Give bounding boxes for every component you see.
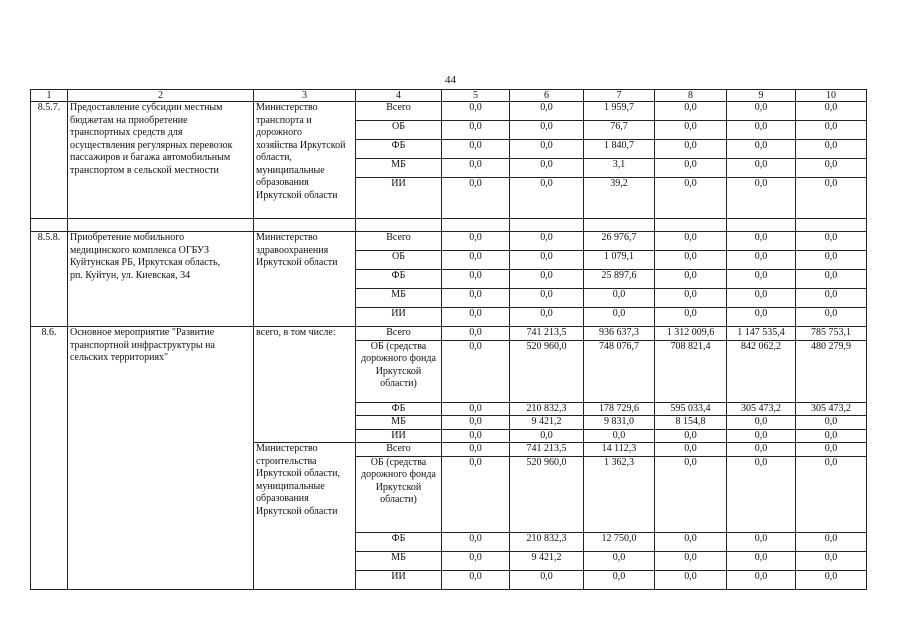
value-cell: 0,0 <box>796 416 867 430</box>
value-cell: 0,0 <box>727 532 796 551</box>
value-cell: 25 897,6 <box>584 270 655 289</box>
value-cell: 0,0 <box>727 456 796 532</box>
value-cell: 0,0 <box>442 159 510 178</box>
value-cell: 210 832,3 <box>510 532 584 551</box>
value-cell: 9 831,0 <box>584 416 655 430</box>
item-code: 8.6. <box>31 327 68 590</box>
value-cell: 936 637,3 <box>584 327 655 341</box>
source-label: ФБ <box>356 532 442 551</box>
value-cell: 0,0 <box>442 443 510 457</box>
source-label: МБ <box>356 159 442 178</box>
value-cell: 0,0 <box>655 456 727 532</box>
item-name: Предоставление субсидии местным бюджетам на приобретение транспортных средств для осуществления регулярных перевозок пассажиров и багажа автомобильным транспортом в сельской местности <box>68 102 254 219</box>
value-cell: 0,0 <box>510 570 584 589</box>
value-cell: 480 279,9 <box>796 340 867 402</box>
value-cell: 0,0 <box>584 429 655 443</box>
value-cell: 0,0 <box>796 456 867 532</box>
value-cell: 76,7 <box>584 121 655 140</box>
value-cell: 0,0 <box>727 178 796 219</box>
value-cell: 741 213,5 <box>510 327 584 341</box>
table-row <box>31 102 867 121</box>
item-code: 8.5.8. <box>31 232 68 327</box>
value-cell: 0,0 <box>442 416 510 430</box>
value-cell: 0,0 <box>655 121 727 140</box>
value-cell: 0,0 <box>727 270 796 289</box>
source-label: Всего <box>356 327 442 341</box>
value-cell: 9 421,2 <box>510 551 584 570</box>
value-cell: 1 147 535,4 <box>727 327 796 341</box>
value-cell: 0,0 <box>655 270 727 289</box>
value-cell: 0,0 <box>796 232 867 251</box>
source-label: ОБ (средства дорожного фонда Иркутской области) <box>356 340 442 402</box>
value-cell: 785 753,1 <box>796 327 867 341</box>
value-cell: 0,0 <box>442 308 510 327</box>
value-cell: 520 960,0 <box>510 340 584 402</box>
value-cell: 0,0 <box>655 532 727 551</box>
value-cell: 0,0 <box>727 232 796 251</box>
source-label: Всего <box>356 102 442 121</box>
value-cell: 0,0 <box>796 270 867 289</box>
value-cell: 9 421,2 <box>510 416 584 430</box>
item-executor: Министерство здравоохранения Иркутской области <box>254 232 356 327</box>
value-cell: 0,0 <box>442 121 510 140</box>
header-cell: 7 <box>584 90 655 102</box>
value-cell: 0,0 <box>796 289 867 308</box>
value-cell: 0,0 <box>796 429 867 443</box>
source-label: ИИ <box>356 570 442 589</box>
value-cell: 0,0 <box>442 551 510 570</box>
value-cell: 0,0 <box>655 551 727 570</box>
value-cell: 0,0 <box>796 140 867 159</box>
item-executor: Министерство транспорта и дорожного хозяйства Иркутской области, муниципальные образования Иркутской области <box>254 102 356 219</box>
value-cell: 1 362,3 <box>584 456 655 532</box>
value-cell: 0,0 <box>442 429 510 443</box>
value-cell: 708 821,4 <box>655 340 727 402</box>
table-row <box>31 327 867 341</box>
value-cell: 0,0 <box>442 570 510 589</box>
header-cell: 6 <box>510 90 584 102</box>
value-cell: 1 079,1 <box>584 251 655 270</box>
value-cell: 0,0 <box>442 232 510 251</box>
value-cell: 12 750,0 <box>584 532 655 551</box>
value-cell: 0,0 <box>727 570 796 589</box>
header-cell: 8 <box>655 90 727 102</box>
header-cell: 5 <box>442 90 510 102</box>
value-cell: 0,0 <box>655 159 727 178</box>
value-cell: 0,0 <box>655 178 727 219</box>
value-cell: 748 076,7 <box>584 340 655 402</box>
source-label: ОБ <box>356 121 442 140</box>
value-cell: 210 832,3 <box>510 402 584 416</box>
value-cell: 0,0 <box>510 232 584 251</box>
value-cell: 0,0 <box>796 251 867 270</box>
value-cell: 0,0 <box>655 102 727 121</box>
value-cell: 0,0 <box>442 102 510 121</box>
value-cell: 0,0 <box>442 456 510 532</box>
value-cell: 0,0 <box>442 340 510 402</box>
value-cell: 0,0 <box>796 308 867 327</box>
value-cell: 0,0 <box>442 270 510 289</box>
source-label: МБ <box>356 551 442 570</box>
source-label: ФБ <box>356 270 442 289</box>
value-cell: 0,0 <box>510 251 584 270</box>
item-executor: Министерство строительства Иркутской области, муниципальные образования Иркутской области <box>254 443 356 590</box>
header-cell: 2 <box>68 90 254 102</box>
value-cell: 0,0 <box>727 289 796 308</box>
value-cell: 1 959,7 <box>584 102 655 121</box>
value-cell: 39,2 <box>584 178 655 219</box>
value-cell: 3,1 <box>584 159 655 178</box>
value-cell: 178 729,6 <box>584 402 655 416</box>
value-cell: 0,0 <box>727 551 796 570</box>
value-cell: 0,0 <box>510 159 584 178</box>
source-label: ИИ <box>356 178 442 219</box>
value-cell: 0,0 <box>727 308 796 327</box>
header-cell: 1 <box>31 90 68 102</box>
value-cell: 0,0 <box>655 232 727 251</box>
value-cell: 595 033,4 <box>655 402 727 416</box>
value-cell: 8 154,8 <box>655 416 727 430</box>
spacer-row <box>31 219 867 232</box>
value-cell: 0,0 <box>510 178 584 219</box>
value-cell: 0,0 <box>727 251 796 270</box>
value-cell: 0,0 <box>510 270 584 289</box>
item-executor: всего, в том числе: <box>254 327 356 443</box>
value-cell: 1 840,7 <box>584 140 655 159</box>
value-cell: 0,0 <box>796 570 867 589</box>
value-cell: 0,0 <box>442 251 510 270</box>
value-cell: 0,0 <box>510 429 584 443</box>
value-cell: 0,0 <box>796 532 867 551</box>
value-cell: 0,0 <box>655 429 727 443</box>
value-cell: 0,0 <box>442 402 510 416</box>
value-cell: 0,0 <box>727 159 796 178</box>
source-label: ФБ <box>356 140 442 159</box>
value-cell: 0,0 <box>655 570 727 589</box>
value-cell: 0,0 <box>727 416 796 430</box>
value-cell: 305 473,2 <box>727 402 796 416</box>
value-cell: 0,0 <box>510 102 584 121</box>
value-cell: 0,0 <box>655 289 727 308</box>
value-cell: 0,0 <box>796 551 867 570</box>
value-cell: 0,0 <box>727 429 796 443</box>
source-label: Всего <box>356 443 442 457</box>
value-cell: 0,0 <box>510 121 584 140</box>
value-cell: 14 112,3 <box>584 443 655 457</box>
source-label: Всего <box>356 232 442 251</box>
header-cell: 10 <box>796 90 867 102</box>
value-cell: 0,0 <box>584 570 655 589</box>
value-cell: 0,0 <box>584 289 655 308</box>
source-label: ИИ <box>356 429 442 443</box>
value-cell: 305 473,2 <box>796 402 867 416</box>
header-cell: 4 <box>356 90 442 102</box>
header-cell: 3 <box>254 90 356 102</box>
value-cell: 0,0 <box>655 443 727 457</box>
value-cell: 0,0 <box>727 140 796 159</box>
value-cell: 0,0 <box>796 443 867 457</box>
value-cell: 0,0 <box>510 289 584 308</box>
value-cell: 0,0 <box>655 308 727 327</box>
source-label: ОБ <box>356 251 442 270</box>
value-cell: 0,0 <box>584 308 655 327</box>
value-cell: 0,0 <box>510 308 584 327</box>
value-cell: 0,0 <box>727 443 796 457</box>
value-cell: 0,0 <box>442 289 510 308</box>
value-cell: 842 062,2 <box>727 340 796 402</box>
source-label: ИИ <box>356 308 442 327</box>
source-label: МБ <box>356 289 442 308</box>
value-cell: 0,0 <box>796 102 867 121</box>
budget-table <box>30 89 867 590</box>
value-cell: 0,0 <box>655 140 727 159</box>
value-cell: 520 960,0 <box>510 456 584 532</box>
item-code: 8.5.7. <box>31 102 68 219</box>
value-cell: 0,0 <box>796 121 867 140</box>
value-cell: 1 312 009,6 <box>655 327 727 341</box>
value-cell: 0,0 <box>584 551 655 570</box>
value-cell: 26 976,7 <box>584 232 655 251</box>
value-cell: 0,0 <box>727 121 796 140</box>
value-cell: 741 213,5 <box>510 443 584 457</box>
header-cell: 9 <box>727 90 796 102</box>
page-number: 44 <box>445 74 456 86</box>
value-cell: 0,0 <box>442 532 510 551</box>
value-cell: 0,0 <box>442 140 510 159</box>
item-name: Приобретение мобильного медицинского комплекса ОГБУЗ Куйтунская РБ, Иркутская область, рп. Куйтун, ул. Киевская, 34 <box>68 232 254 327</box>
header-row <box>31 90 867 102</box>
value-cell: 0,0 <box>655 251 727 270</box>
value-cell: 0,0 <box>510 140 584 159</box>
source-label: ОБ (средства дорожного фонда Иркутской области) <box>356 456 442 532</box>
value-cell: 0,0 <box>796 178 867 219</box>
source-label: ФБ <box>356 402 442 416</box>
source-label: МБ <box>356 416 442 430</box>
value-cell: 0,0 <box>442 327 510 341</box>
value-cell: 0,0 <box>727 102 796 121</box>
value-cell: 0,0 <box>796 159 867 178</box>
value-cell: 0,0 <box>442 178 510 219</box>
item-name: Основное мероприятие "Развитие транспортной инфраструктуры на сельских территориях" <box>68 327 254 590</box>
table-row <box>31 232 867 251</box>
